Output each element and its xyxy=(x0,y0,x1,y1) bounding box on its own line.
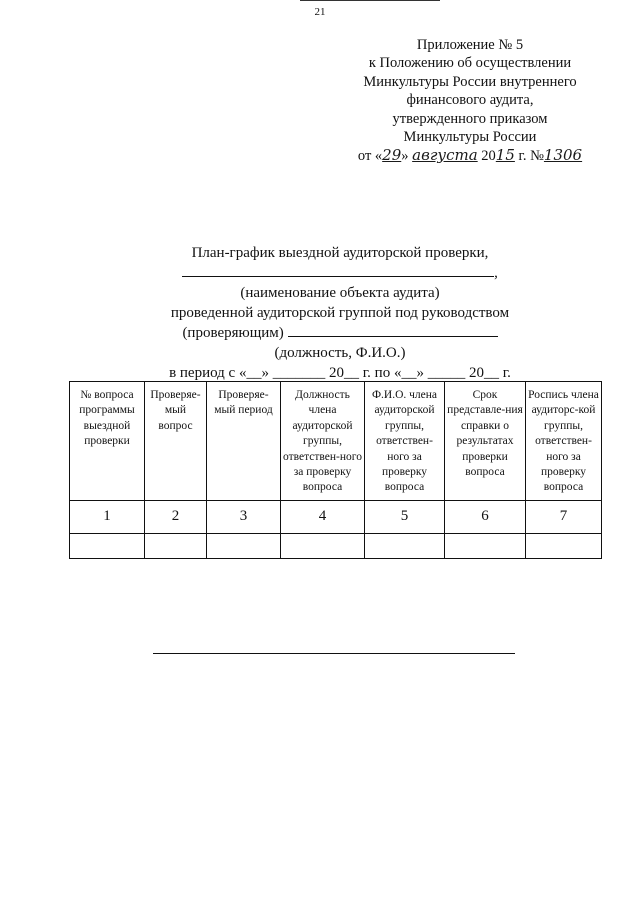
form-title: План-график выездной аудиторской проверки, xyxy=(191,245,489,261)
column-number: 3 xyxy=(207,500,281,533)
table-number-row xyxy=(70,500,602,533)
table-cell xyxy=(365,533,445,558)
inspector-blank xyxy=(288,323,498,337)
top-edge-line xyxy=(300,0,440,1)
column-number: 4 xyxy=(281,500,365,533)
column-number: 2 xyxy=(145,500,207,533)
table-cell xyxy=(281,533,365,558)
appendix-header xyxy=(340,36,600,166)
caption-position: (должность, Ф.И.О.) xyxy=(274,345,406,361)
table-cell xyxy=(207,533,281,558)
date-prefix: от « xyxy=(357,148,383,165)
date-year-prefix: 20 xyxy=(481,148,496,165)
form-title-block xyxy=(0,243,640,383)
audit-object-field: , xyxy=(0,263,640,283)
header-name: Ф.И.О. члена аудиторской группы, ответствен-ного за проверку вопроса xyxy=(365,382,445,501)
header-position: Должность члена аудиторской группы, ответствен-ного за проверку вопроса xyxy=(281,382,365,501)
column-number: 5 xyxy=(365,500,445,533)
header-deadline: Срок представле-ния справки о результатах проверки вопроса xyxy=(445,382,526,501)
appendix-line-approved: утвержденного приказом xyxy=(392,110,548,127)
table-header-row xyxy=(70,382,602,501)
table-cell xyxy=(145,533,207,558)
table-cell xyxy=(526,533,602,558)
inspector-label: (проверяющим) xyxy=(182,325,284,341)
inspector-row xyxy=(0,323,640,343)
header-period: Проверяе-мый период xyxy=(207,382,281,501)
bottom-separator-line xyxy=(153,653,515,654)
header-signature: Роспись члена аудиторс-кой группы, ответствен-ного за проверку вопроса xyxy=(526,382,602,501)
appendix-order-date xyxy=(340,146,600,165)
date-mid: » xyxy=(401,148,409,165)
column-number: 7 xyxy=(526,500,602,533)
table-cell xyxy=(445,533,526,558)
group-line: проведенной аудиторской группой под руководством xyxy=(170,305,510,321)
appendix-line-audit: финансового аудита, xyxy=(406,92,534,109)
appendix-line-ministry-name: Минкультуры России xyxy=(403,129,537,146)
date-year-handwritten: 15 xyxy=(495,146,515,165)
date-suffix: г. № xyxy=(518,148,544,165)
table-cell xyxy=(70,533,145,558)
date-day-handwritten: 29 xyxy=(382,146,402,165)
audit-object-blank xyxy=(182,263,494,277)
page-number: 21 xyxy=(314,6,326,18)
appendix-line-ministry: Минкультуры России внутреннего xyxy=(363,73,577,90)
order-number-handwritten: 1306 xyxy=(543,146,583,165)
period-line: в период с «__» _______ 20__ г. по «__» _____ 20__ г. xyxy=(169,365,511,381)
table-row xyxy=(70,533,602,558)
schedule-table xyxy=(69,381,602,559)
appendix-title: Приложение № 5 xyxy=(416,37,524,53)
header-question: Проверяе-мый вопрос xyxy=(145,382,207,501)
caption-object: (наименование объекта аудита) xyxy=(240,285,440,301)
column-number: 1 xyxy=(70,500,145,533)
column-number: 6 xyxy=(445,500,526,533)
header-question-number: № вопроса программы выездной проверки xyxy=(70,382,145,501)
appendix-line-regulation: к Положению об осуществлении xyxy=(368,55,572,72)
date-month-handwritten: августа xyxy=(412,146,478,165)
